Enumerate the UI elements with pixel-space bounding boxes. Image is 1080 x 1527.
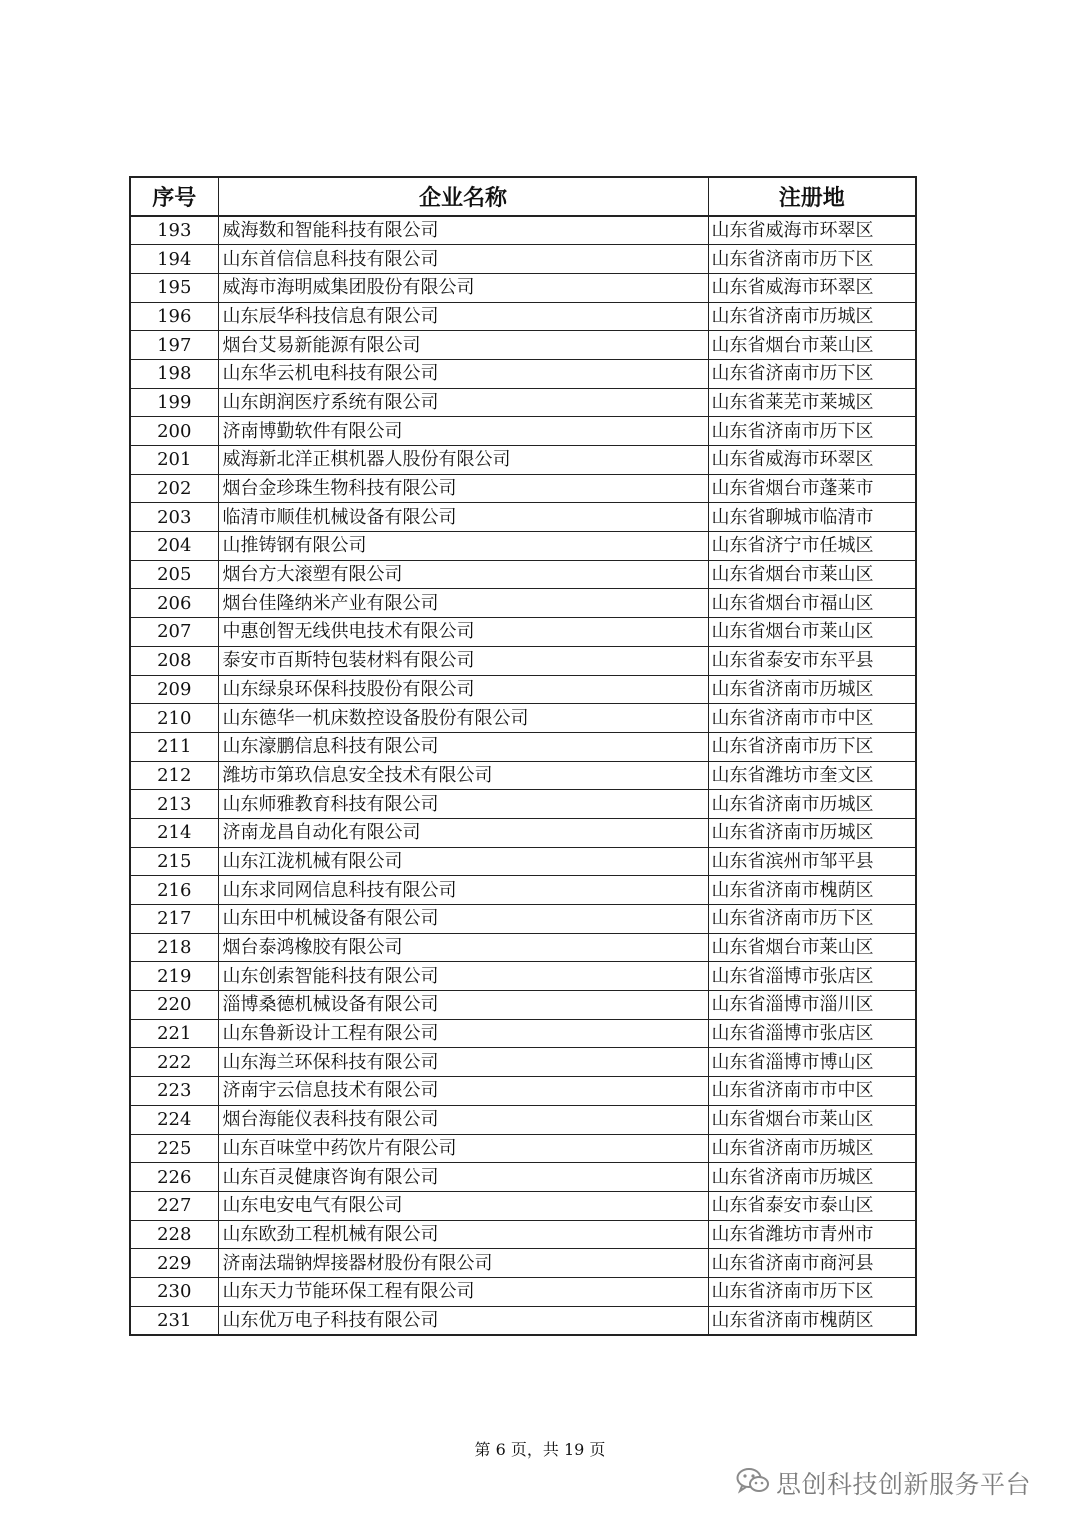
table-row <box>130 1277 916 1306</box>
enterprise-name-cell: 潍坊市第玖信息安全技术有限公司 <box>218 761 708 790</box>
serial-number-cell: 213 <box>130 790 218 819</box>
enterprise-name-cell: 济南龙昌自动化有限公司 <box>218 818 708 847</box>
registered-location-cell: 山东省济南市历下区 <box>708 417 916 446</box>
enterprise-name-cell: 山东优万电子科技有限公司 <box>218 1306 708 1335</box>
registered-location-cell: 山东省威海市环翠区 <box>708 273 916 302</box>
serial-number-cell: 214 <box>130 818 218 847</box>
serial-number-cell: 227 <box>130 1191 218 1220</box>
enterprise-name-cell: 临清市顺佳机械设备有限公司 <box>218 503 708 532</box>
table-row <box>130 1191 916 1220</box>
registered-location-cell: 山东省济南市市中区 <box>708 1077 916 1106</box>
enterprise-name-cell: 烟台方大滚塑有限公司 <box>218 560 708 589</box>
registered-location-cell: 山东省莱芜市莱城区 <box>708 388 916 417</box>
serial-number-cell: 207 <box>130 618 218 647</box>
watermark <box>736 1463 1031 1503</box>
table-row <box>130 1306 916 1335</box>
serial-number-cell: 223 <box>130 1077 218 1106</box>
enterprise-name-cell: 烟台艾易新能源有限公司 <box>218 331 708 360</box>
enterprise-name-cell: 泰安市百斯特包装材料有限公司 <box>218 646 708 675</box>
table-row <box>130 1134 916 1163</box>
serial-number-cell: 225 <box>130 1134 218 1163</box>
table-row <box>130 331 916 360</box>
table-row <box>130 618 916 647</box>
serial-number-cell: 198 <box>130 359 218 388</box>
table-row <box>130 1105 916 1134</box>
serial-number-cell: 210 <box>130 704 218 733</box>
table-row <box>130 417 916 446</box>
table-row <box>130 560 916 589</box>
enterprise-name-cell: 烟台泰鸿橡胶有限公司 <box>218 933 708 962</box>
table-row <box>130 790 916 819</box>
registered-location-cell: 山东省泰安市东平县 <box>708 646 916 675</box>
enterprise-name-cell: 山东江泷机械有限公司 <box>218 847 708 876</box>
enterprise-name-cell: 山东电安电气有限公司 <box>218 1191 708 1220</box>
serial-number-cell: 217 <box>130 905 218 934</box>
table-body <box>130 216 916 1335</box>
enterprise-name-cell: 济南法瑞钠焊接器材股份有限公司 <box>218 1249 708 1278</box>
enterprise-name-cell: 烟台金珍珠生物科技有限公司 <box>218 474 708 503</box>
registered-location-cell: 山东省济南市历下区 <box>708 732 916 761</box>
serial-number-cell: 219 <box>130 962 218 991</box>
serial-number-cell: 196 <box>130 302 218 331</box>
enterprise-name-cell: 山东求同网信息科技有限公司 <box>218 876 708 905</box>
enterprise-name-cell: 烟台海能仪表科技有限公司 <box>218 1105 708 1134</box>
serial-number-cell: 230 <box>130 1277 218 1306</box>
registered-location-cell: 山东省淄博市张店区 <box>708 1019 916 1048</box>
wechat-icon <box>736 1467 770 1499</box>
table-row <box>130 818 916 847</box>
serial-number-cell: 199 <box>130 388 218 417</box>
serial-number-cell: 193 <box>130 216 218 245</box>
enterprise-table <box>129 176 917 1336</box>
registered-location-cell: 山东省济南市历下区 <box>708 245 916 274</box>
registered-location-cell: 山东省济南市历城区 <box>708 1163 916 1192</box>
registered-location-cell: 山东省济南市历下区 <box>708 1277 916 1306</box>
enterprise-name-cell: 中惠创智无线供电技术有限公司 <box>218 618 708 647</box>
enterprise-name-cell: 淄博桑德机械设备有限公司 <box>218 991 708 1020</box>
table-row <box>130 216 916 245</box>
enterprise-name-cell: 山东绿泉环保科技股份有限公司 <box>218 675 708 704</box>
header-enterprise-name: 企业名称 <box>218 177 708 216</box>
enterprise-name-cell: 济南博勤软件有限公司 <box>218 417 708 446</box>
serial-number-cell: 218 <box>130 933 218 962</box>
registered-location-cell: 山东省潍坊市青州市 <box>708 1220 916 1249</box>
table-row <box>130 359 916 388</box>
registered-location-cell: 山东省济南市历城区 <box>708 675 916 704</box>
header-registered-location: 注册地 <box>708 177 916 216</box>
serial-number-cell: 203 <box>130 503 218 532</box>
enterprise-name-cell: 山东海兰环保科技有限公司 <box>218 1048 708 1077</box>
enterprise-name-cell: 山东百灵健康咨询有限公司 <box>218 1163 708 1192</box>
enterprise-name-cell: 山东朗润医疗系统有限公司 <box>218 388 708 417</box>
serial-number-cell: 220 <box>130 991 218 1020</box>
registered-location-cell: 山东省泰安市泰山区 <box>708 1191 916 1220</box>
serial-number-cell: 201 <box>130 446 218 475</box>
table-row <box>130 1249 916 1278</box>
enterprise-name-cell: 济南宇云信息技术有限公司 <box>218 1077 708 1106</box>
serial-number-cell: 209 <box>130 675 218 704</box>
serial-number-cell: 202 <box>130 474 218 503</box>
table-row <box>130 532 916 561</box>
table-row <box>130 273 916 302</box>
registered-location-cell: 山东省聊城市临清市 <box>708 503 916 532</box>
table-row <box>130 991 916 1020</box>
registered-location-cell: 山东省济南市槐荫区 <box>708 1306 916 1335</box>
table-row <box>130 1220 916 1249</box>
enterprise-name-cell: 山推铸钢有限公司 <box>218 532 708 561</box>
enterprise-name-cell: 威海市海明威集团股份有限公司 <box>218 273 708 302</box>
registered-location-cell: 山东省烟台市莱山区 <box>708 1105 916 1134</box>
enterprise-name-cell: 烟台佳隆纳米产业有限公司 <box>218 589 708 618</box>
registered-location-cell: 山东省济南市商河县 <box>708 1249 916 1278</box>
serial-number-cell: 212 <box>130 761 218 790</box>
registered-location-cell: 山东省济南市历城区 <box>708 790 916 819</box>
enterprise-name-cell: 威海数和智能科技有限公司 <box>218 216 708 245</box>
serial-number-cell: 231 <box>130 1306 218 1335</box>
enterprise-name-cell: 山东德华一机床数控设备股份有限公司 <box>218 704 708 733</box>
registered-location-cell: 山东省烟台市蓬莱市 <box>708 474 916 503</box>
table-row <box>130 1077 916 1106</box>
registered-location-cell: 山东省烟台市福山区 <box>708 589 916 618</box>
registered-location-cell: 山东省烟台市莱山区 <box>708 560 916 589</box>
registered-location-cell: 山东省济南市槐荫区 <box>708 876 916 905</box>
enterprise-name-cell: 山东师雅教育科技有限公司 <box>218 790 708 819</box>
enterprise-name-cell: 山东辰华科技信息有限公司 <box>218 302 708 331</box>
registered-location-cell: 山东省潍坊市奎文区 <box>708 761 916 790</box>
table-row <box>130 446 916 475</box>
registered-location-cell: 山东省淄博市淄川区 <box>708 991 916 1020</box>
table-row <box>130 847 916 876</box>
table-row <box>130 503 916 532</box>
table-row <box>130 474 916 503</box>
table-row <box>130 876 916 905</box>
registered-location-cell: 山东省滨州市邹平县 <box>708 847 916 876</box>
registered-location-cell: 山东省济南市历城区 <box>708 302 916 331</box>
enterprise-name-cell: 山东鲁新设计工程有限公司 <box>218 1019 708 1048</box>
page-number: 第 6 页，共 19 页 <box>474 1440 606 1459</box>
serial-number-cell: 197 <box>130 331 218 360</box>
registered-location-cell: 山东省烟台市莱山区 <box>708 618 916 647</box>
registered-location-cell: 山东省济南市历下区 <box>708 359 916 388</box>
registered-location-cell: 山东省济南市历下区 <box>708 905 916 934</box>
table-row <box>130 302 916 331</box>
table-row <box>130 1048 916 1077</box>
table-row <box>130 761 916 790</box>
table-row <box>130 675 916 704</box>
serial-number-cell: 229 <box>130 1249 218 1278</box>
table-row <box>130 905 916 934</box>
registered-location-cell: 山东省济南市历城区 <box>708 1134 916 1163</box>
table-row <box>130 1163 916 1192</box>
serial-number-cell: 206 <box>130 589 218 618</box>
registered-location-cell: 山东省烟台市莱山区 <box>708 331 916 360</box>
table-row <box>130 732 916 761</box>
enterprise-name-cell: 山东欧劲工程机械有限公司 <box>218 1220 708 1249</box>
registered-location-cell: 山东省济南市历城区 <box>708 818 916 847</box>
enterprise-name-cell: 山东创索智能科技有限公司 <box>218 962 708 991</box>
registered-location-cell: 山东省济宁市任城区 <box>708 532 916 561</box>
serial-number-cell: 221 <box>130 1019 218 1048</box>
header-serial-number: 序号 <box>130 177 218 216</box>
serial-number-cell: 205 <box>130 560 218 589</box>
serial-number-cell: 194 <box>130 245 218 274</box>
registered-location-cell: 山东省淄博市张店区 <box>708 962 916 991</box>
table-row <box>130 646 916 675</box>
table-row <box>130 589 916 618</box>
enterprise-name-cell: 山东华云机电科技有限公司 <box>218 359 708 388</box>
serial-number-cell: 211 <box>130 732 218 761</box>
serial-number-cell: 208 <box>130 646 218 675</box>
watermark-text: 思创科技创新服务平台 <box>776 1470 1032 1499</box>
table-row <box>130 962 916 991</box>
table-row <box>130 704 916 733</box>
serial-number-cell: 226 <box>130 1163 218 1192</box>
registered-location-cell: 山东省烟台市莱山区 <box>708 933 916 962</box>
serial-number-cell: 204 <box>130 532 218 561</box>
serial-number-cell: 228 <box>130 1220 218 1249</box>
enterprise-name-cell: 山东百味堂中药饮片有限公司 <box>218 1134 708 1163</box>
registered-location-cell: 山东省济南市市中区 <box>708 704 916 733</box>
table-row <box>130 245 916 274</box>
registered-location-cell: 山东省威海市环翠区 <box>708 446 916 475</box>
serial-number-cell: 200 <box>130 417 218 446</box>
serial-number-cell: 215 <box>130 847 218 876</box>
enterprise-name-cell: 威海新北洋正棋机器人股份有限公司 <box>218 446 708 475</box>
registered-location-cell: 山东省威海市环翠区 <box>708 216 916 245</box>
table-row <box>130 933 916 962</box>
enterprise-name-cell: 山东天力节能环保工程有限公司 <box>218 1277 708 1306</box>
serial-number-cell: 216 <box>130 876 218 905</box>
serial-number-cell: 195 <box>130 273 218 302</box>
table-row <box>130 1019 916 1048</box>
table-header-row <box>130 177 916 216</box>
enterprise-name-cell: 山东田中机械设备有限公司 <box>218 905 708 934</box>
enterprise-name-cell: 山东首信信息科技有限公司 <box>218 245 708 274</box>
table-row <box>130 388 916 417</box>
enterprise-name-cell: 山东濠鹏信息科技有限公司 <box>218 732 708 761</box>
serial-number-cell: 222 <box>130 1048 218 1077</box>
registered-location-cell: 山东省淄博市博山区 <box>708 1048 916 1077</box>
serial-number-cell: 224 <box>130 1105 218 1134</box>
